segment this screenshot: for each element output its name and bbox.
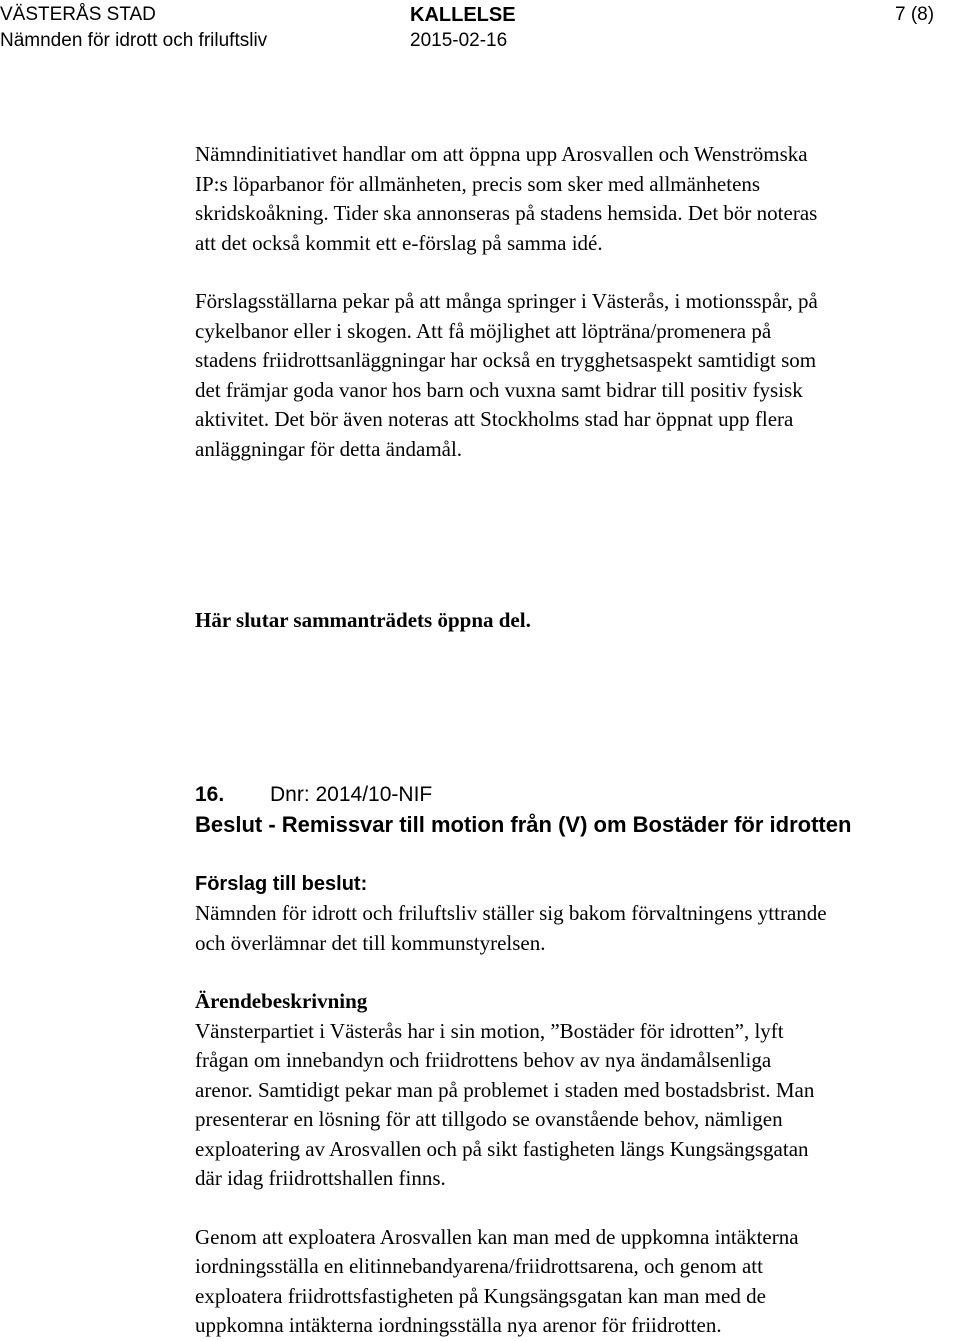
item-dnr: Dnr: 2014/10-NIF [270, 783, 433, 806]
description-paragraph-1 [195, 1017, 960, 1194]
document-type: KALLELSE [410, 4, 516, 26]
proposal-heading: Förslag till beslut: [195, 873, 368, 895]
open-session-end-note: Här slutar sammanträdets öppna del. [195, 608, 531, 632]
committee-name: Nämnden för idrott och friluftsliv [0, 30, 268, 51]
item-number: 16. [195, 783, 225, 806]
text-line: skridskoåkning. Tider ska annonseras på stadens hemsida. Det bör noteras [195, 201, 818, 225]
intro-paragraph-1 [195, 140, 960, 258]
item-title: Beslut - Remissvar till motion från (V) om Bostäder för idrotten [195, 812, 852, 837]
text-line: uppkomna intäkterna iordningsställa nya arenor för friidrotten. [195, 1313, 722, 1337]
text-line: Förslagsställarna pekar på att många springer i Västerås, i motionsspår, på [195, 289, 818, 313]
text-line: Nämnden för idrott och friluftsliv ställer sig bakom förvaltningens yttrande [195, 901, 827, 925]
text-line: Genom att exploatera Arosvallen kan man med de uppkomna intäkterna [195, 1224, 799, 1249]
text-line: frågan om innebandyn och friidrottens behov av nya ändamålsenliga [195, 1048, 772, 1072]
intro-paragraph-2 [195, 287, 960, 464]
text-line: Vänsterpartiet i Västerås har i sin motion, ”Bostäder för idrotten”, lyft [195, 1018, 784, 1043]
text-line: där idag friidrottshallen finns. [195, 1166, 446, 1190]
text-line: aktivitet. Det bör även noteras att Stockholms stad har öppnat upp flera [195, 407, 794, 431]
description-heading: Ärendebeskrivning [195, 989, 368, 1013]
text-line: anläggningar för detta ändamål. [195, 436, 463, 461]
text-line: stadens friidrottsanläggningar har också en trygghetsaspekt samtidigt som [195, 348, 817, 372]
intro-section [195, 140, 960, 464]
text-line: det främjar goda vanor hos barn och vuxna samt bidrar till positiv fysisk [195, 377, 803, 402]
item-number-line [195, 780, 960, 810]
text-line: presenterar en lösning för att tillgodo se ovanstående behov, nämligen [195, 1107, 783, 1131]
page-number: 7 (8) [895, 4, 935, 25]
document-date: 2015-02-16 [410, 30, 508, 51]
text-line: exploatering av Arosvallen och på sikt fastigheten längs Kungsängsgatan [195, 1136, 809, 1161]
text-line: cykelbanor eller i skogen. Att få möjlighet att löpträna/promenera på [195, 318, 772, 343]
text-line: att det också kommit ett e-förslag på samma idé. [195, 230, 603, 255]
text-line: Nämndinitiativet handlar om att öppna upp Arosvallen och Wenströmska [195, 142, 808, 166]
text-line: och överlämnar det till kommunstyrelsen. [195, 930, 546, 955]
text-line: IP:s löparbanor för allmänheten, precis som sker med allmänhetens [195, 171, 761, 196]
agenda-item-16 [195, 780, 960, 1341]
text-line: arenor. Samtidigt pekar man på problemet i staden med bostadsbrist. Man [195, 1077, 815, 1102]
org-name: VÄSTERÅS STAD [0, 4, 156, 25]
text-line: iordningsställa en elitinnebandyarena/friidrottsarena, och genom att [195, 1254, 763, 1278]
proposal-text [195, 899, 960, 958]
description-paragraph-2 [195, 1223, 960, 1341]
text-line: exploatera friidrottsfastigheten på Kungsängsgatan kan man med de [195, 1283, 766, 1308]
